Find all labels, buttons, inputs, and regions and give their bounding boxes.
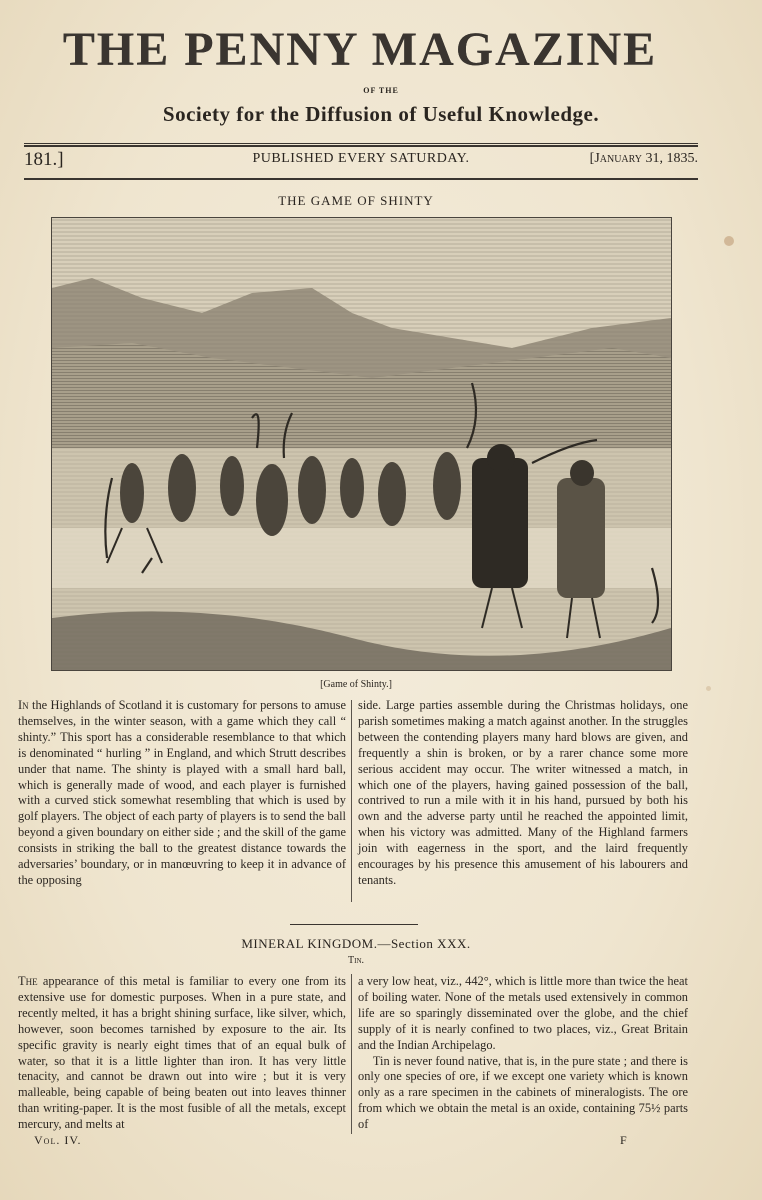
- article-col2-text: side. Large parties assemble during the Christmas holidays, one parish sometimes making a match against another. In the struggles between the contending players many hard blows are given, and frequently a shin is broken, or by a rarer chance some more serious accident may occur. The writer witnessed a match, in which one of the players, having gained possession of the ball, contrived to run a mile with it in his hand, pursued by both his own and the adverse party until he reached the appointed limit, when his victory was admitted. Many of the Highland farmers join with eagerness in the sport, and the laird frequently encourages by his presence this amusement of his labourers and tenants.: [358, 698, 688, 887]
- rule-below-issue: [24, 178, 698, 180]
- rule-top: [24, 143, 698, 144]
- article-title: THE GAME OF SHINTY: [278, 193, 434, 208]
- section-col2-text1: a very low heat, viz., 442°, which is little more than twice the heat of boiling water. None of the metals used extensively in common life are so sparingly disseminated over the globe, and the chief supply of it is nearly confined to two places, viz., Great Britain and the Indian Archipelago.: [358, 974, 688, 1052]
- article-column-1: [18, 698, 346, 889]
- signature-mark: F: [620, 1133, 627, 1147]
- published-line: PUBLISHED EVERY SATURDAY.: [252, 151, 470, 166]
- drop-lead: In: [18, 698, 29, 712]
- masthead-title: THE PENNY MAGAZINE: [62, 23, 658, 76]
- column-divider: [351, 700, 352, 902]
- issue-date: [January 31, 1835.: [589, 151, 698, 166]
- rule-top-thick: [24, 145, 698, 147]
- column-divider: [351, 974, 352, 1134]
- volume-label: Vol. IV.: [34, 1133, 82, 1147]
- engraving-illustration: [51, 217, 672, 671]
- image-caption: [Game of Shinty.]: [320, 679, 392, 690]
- shinty-engraving: [52, 218, 671, 670]
- foxing-stain: [724, 236, 734, 246]
- section-subtitle: Tin.: [348, 955, 364, 966]
- masthead-society: Society for the Diffusion of Useful Knowledge.: [162, 102, 600, 126]
- article-col1-text: the Highlands of Scotland it is customary for persons to amuse themselves, in the winter season, with a game which they call “ shinty.” This sport has a considerable resemblance to that which is denominated “ hurling ” in England, and which Strutt describes under that name. The shinty is played with a small hard ball, which is generally made of wood, and each player is furnished with a curved stick somewhat resembling that which is used by golf players. The object of each party of players is to send the ball beyond a given boundary on either side ; and the skill of the game consists in striking the ball to the greatest distance towards the adversaries’ boundary, or in manœuvring to keep it in advance of the opposing: [18, 698, 346, 887]
- section-column-2: [358, 974, 688, 1133]
- issue-line: [24, 149, 698, 171]
- section-rule: [290, 924, 418, 925]
- article-column-2: [358, 698, 688, 889]
- section-title: MINERAL KINGDOM.—Section XXX.: [241, 936, 471, 951]
- issue-number: 181.]: [24, 149, 64, 170]
- drop-lead: The: [18, 974, 38, 988]
- masthead-of-the: OF THE: [363, 86, 399, 95]
- section-column-1: [18, 974, 346, 1133]
- section-col1-text: appearance of this metal is familiar to every one from its extensive use for domestic purposes. When in a pure state, and recently melted, it has a bright shining surface, like silver, which, however, soon becomes tarnished by exposure to the air. Its specific gravity is nearly eight times that of an equal bulk of water, so that it is a little lighter than iron. It has very little tenacity, and cannot be drawn out into wire ; but it is very malleable, being capable of being beaten out into leaves thinner than writing-paper. It is the most fusible of all the metals, except mercury, and melts at: [18, 974, 346, 1132]
- section-col2-text2: Tin is never found native, that is, in the pure state ; and there is only one species of ore, if we except one variety which is known only as a rare specimen in the cabinets of mineralogists. The ore from which we obtain the metal is an oxide, containing 75½ parts of: [358, 1053, 688, 1132]
